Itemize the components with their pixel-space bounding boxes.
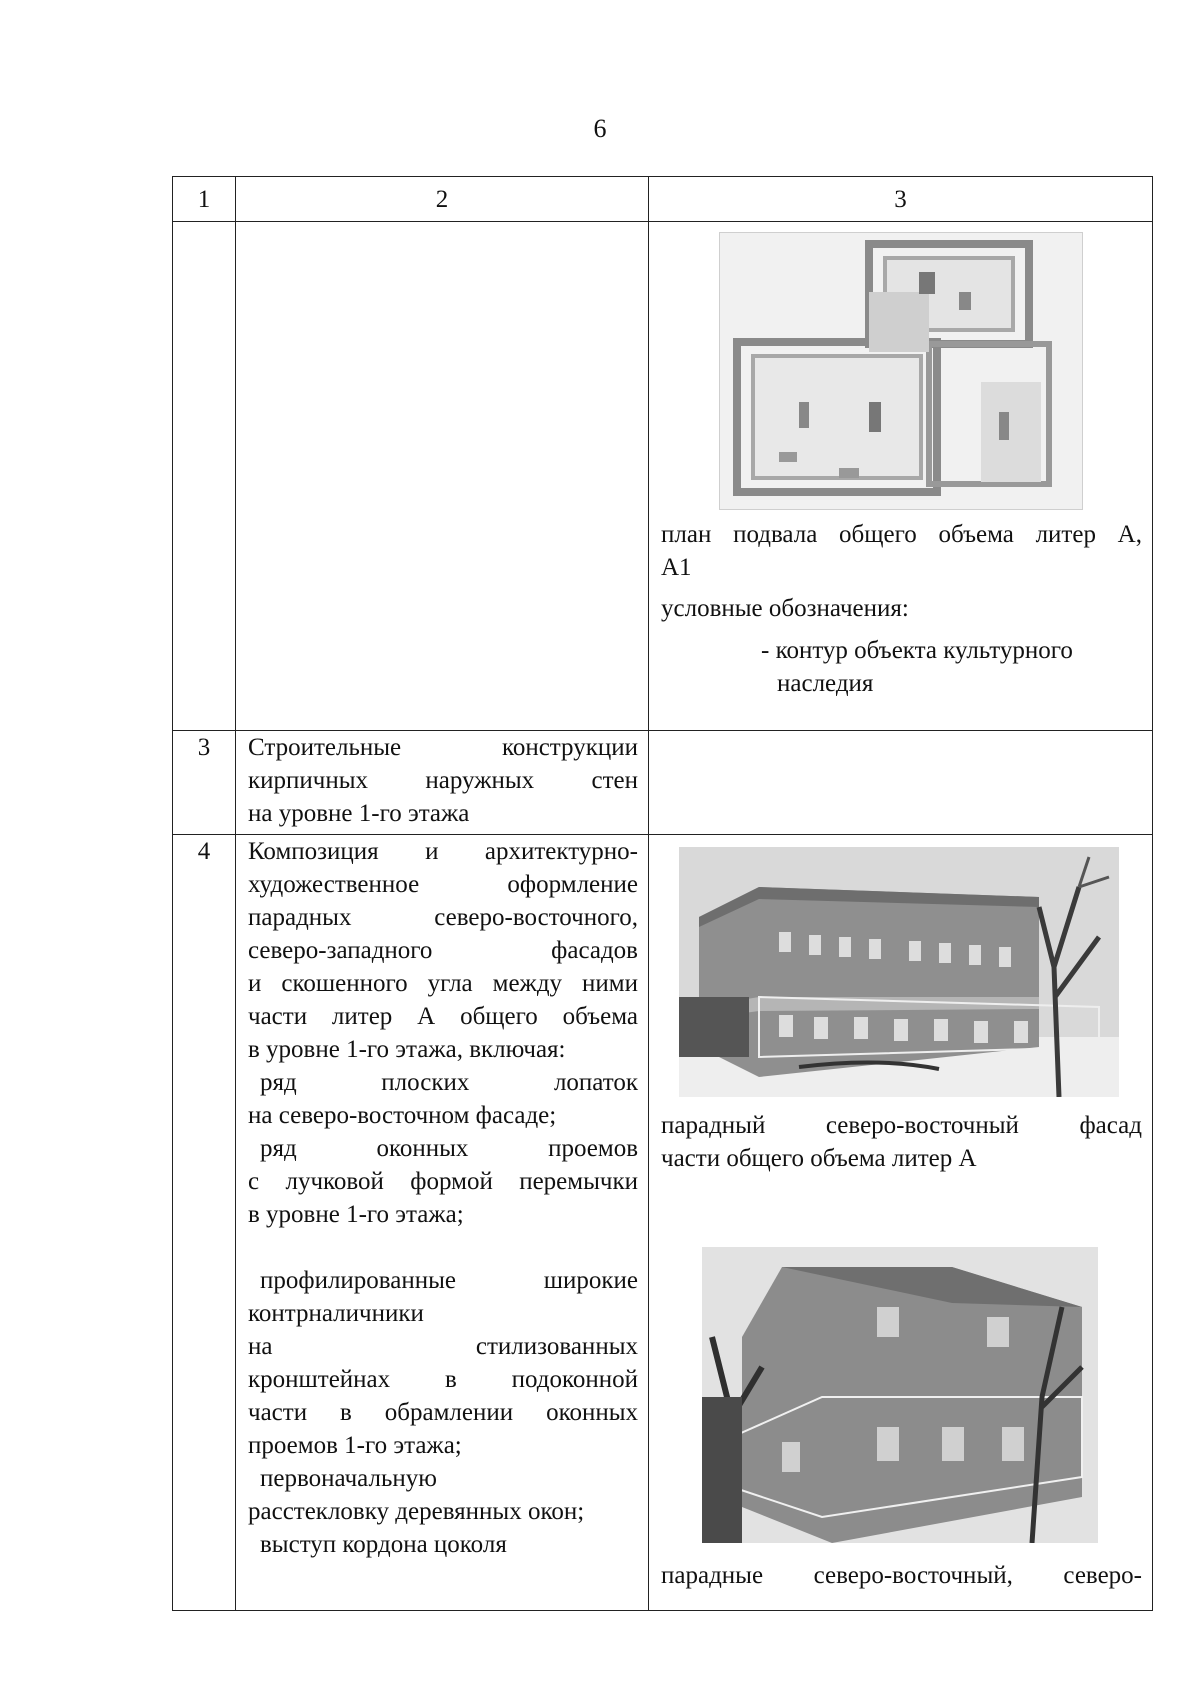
row4-line: и скошенного угла между ними <box>248 970 638 997</box>
row4-line: ряд оконных проемов <box>260 1135 638 1162</box>
row4-line: кронштейнах в подоконной <box>248 1366 638 1393</box>
row-number: 3 <box>173 731 236 835</box>
table-header-row <box>173 177 1153 222</box>
row4-line: профилированные широкие <box>260 1267 638 1294</box>
illustration-cell <box>649 731 1153 835</box>
illustration-cell <box>649 835 1153 1611</box>
plan-caption-line-1: план подвала общего объема литер А, <box>661 521 1142 548</box>
document-table <box>172 176 1153 1611</box>
legend-item-line-1: - контур объекта культурного <box>761 637 1073 664</box>
row3-line: Строительные конструкции <box>248 734 638 761</box>
description-cell <box>236 835 649 1611</box>
row4-line: проемов 1-го этажа; <box>248 1432 462 1459</box>
row-num-cell <box>173 222 236 731</box>
row4-line: контрналичники <box>248 1300 424 1327</box>
row4-line: в уровне 1-го этажа; <box>248 1201 464 1228</box>
row3-line: кирпичных наружных стен <box>248 767 638 794</box>
row4-line: Композиция и архитектурно- <box>248 838 638 865</box>
description-cell <box>236 222 649 731</box>
photo1-caption-line-2: части общего объема литер А <box>661 1145 977 1172</box>
corner-facade-photo <box>702 1247 1098 1543</box>
row4-line: первоначальную <box>260 1465 437 1492</box>
row4-line: в уровне 1-го этажа, включая: <box>248 1036 566 1063</box>
row-number: 4 <box>173 835 236 1611</box>
table-row <box>173 222 1153 731</box>
basement-plan-image <box>719 232 1083 510</box>
photo2-caption-line-1: парадные северо-восточный, северо- <box>661 1562 1142 1589</box>
description-cell <box>236 731 649 835</box>
plan-caption-line-2: А1 <box>661 554 692 581</box>
table-row <box>173 835 1153 1611</box>
photo1-caption-line-1: парадный северо-восточный фасад <box>661 1112 1142 1139</box>
header-col-3: 3 <box>649 177 1153 222</box>
row3-line: на уровне 1-го этажа <box>248 800 470 827</box>
row4-line: расстекловку деревянных окон; <box>248 1498 585 1525</box>
illustration-cell <box>649 222 1153 731</box>
legend-item-line-2: наследия <box>777 670 874 697</box>
row4-line: части в обрамлении оконных <box>248 1399 638 1426</box>
row4-line: части литер А общего объема <box>248 1003 638 1030</box>
row4-line: художественное оформление <box>248 871 638 898</box>
row4-line: северо-западного фасадов <box>248 937 638 964</box>
row4-line: на северо-восточном фасаде; <box>248 1102 557 1129</box>
row4-line: на стилизованных <box>248 1333 638 1360</box>
row4-line: ряд плоских лопаток <box>260 1069 638 1096</box>
row4-line: парадных северо-восточного, <box>248 904 638 931</box>
header-col-2: 2 <box>236 177 649 222</box>
table-row <box>173 731 1153 835</box>
row4-line: выступ кордона цоколя <box>260 1531 507 1558</box>
northeast-facade-photo <box>679 847 1119 1097</box>
row4-line: с лучковой формой перемычки <box>248 1168 638 1195</box>
page-number: 6 <box>593 114 607 143</box>
legend-title: условные обозначения: <box>661 595 909 622</box>
header-col-1: 1 <box>173 177 236 222</box>
